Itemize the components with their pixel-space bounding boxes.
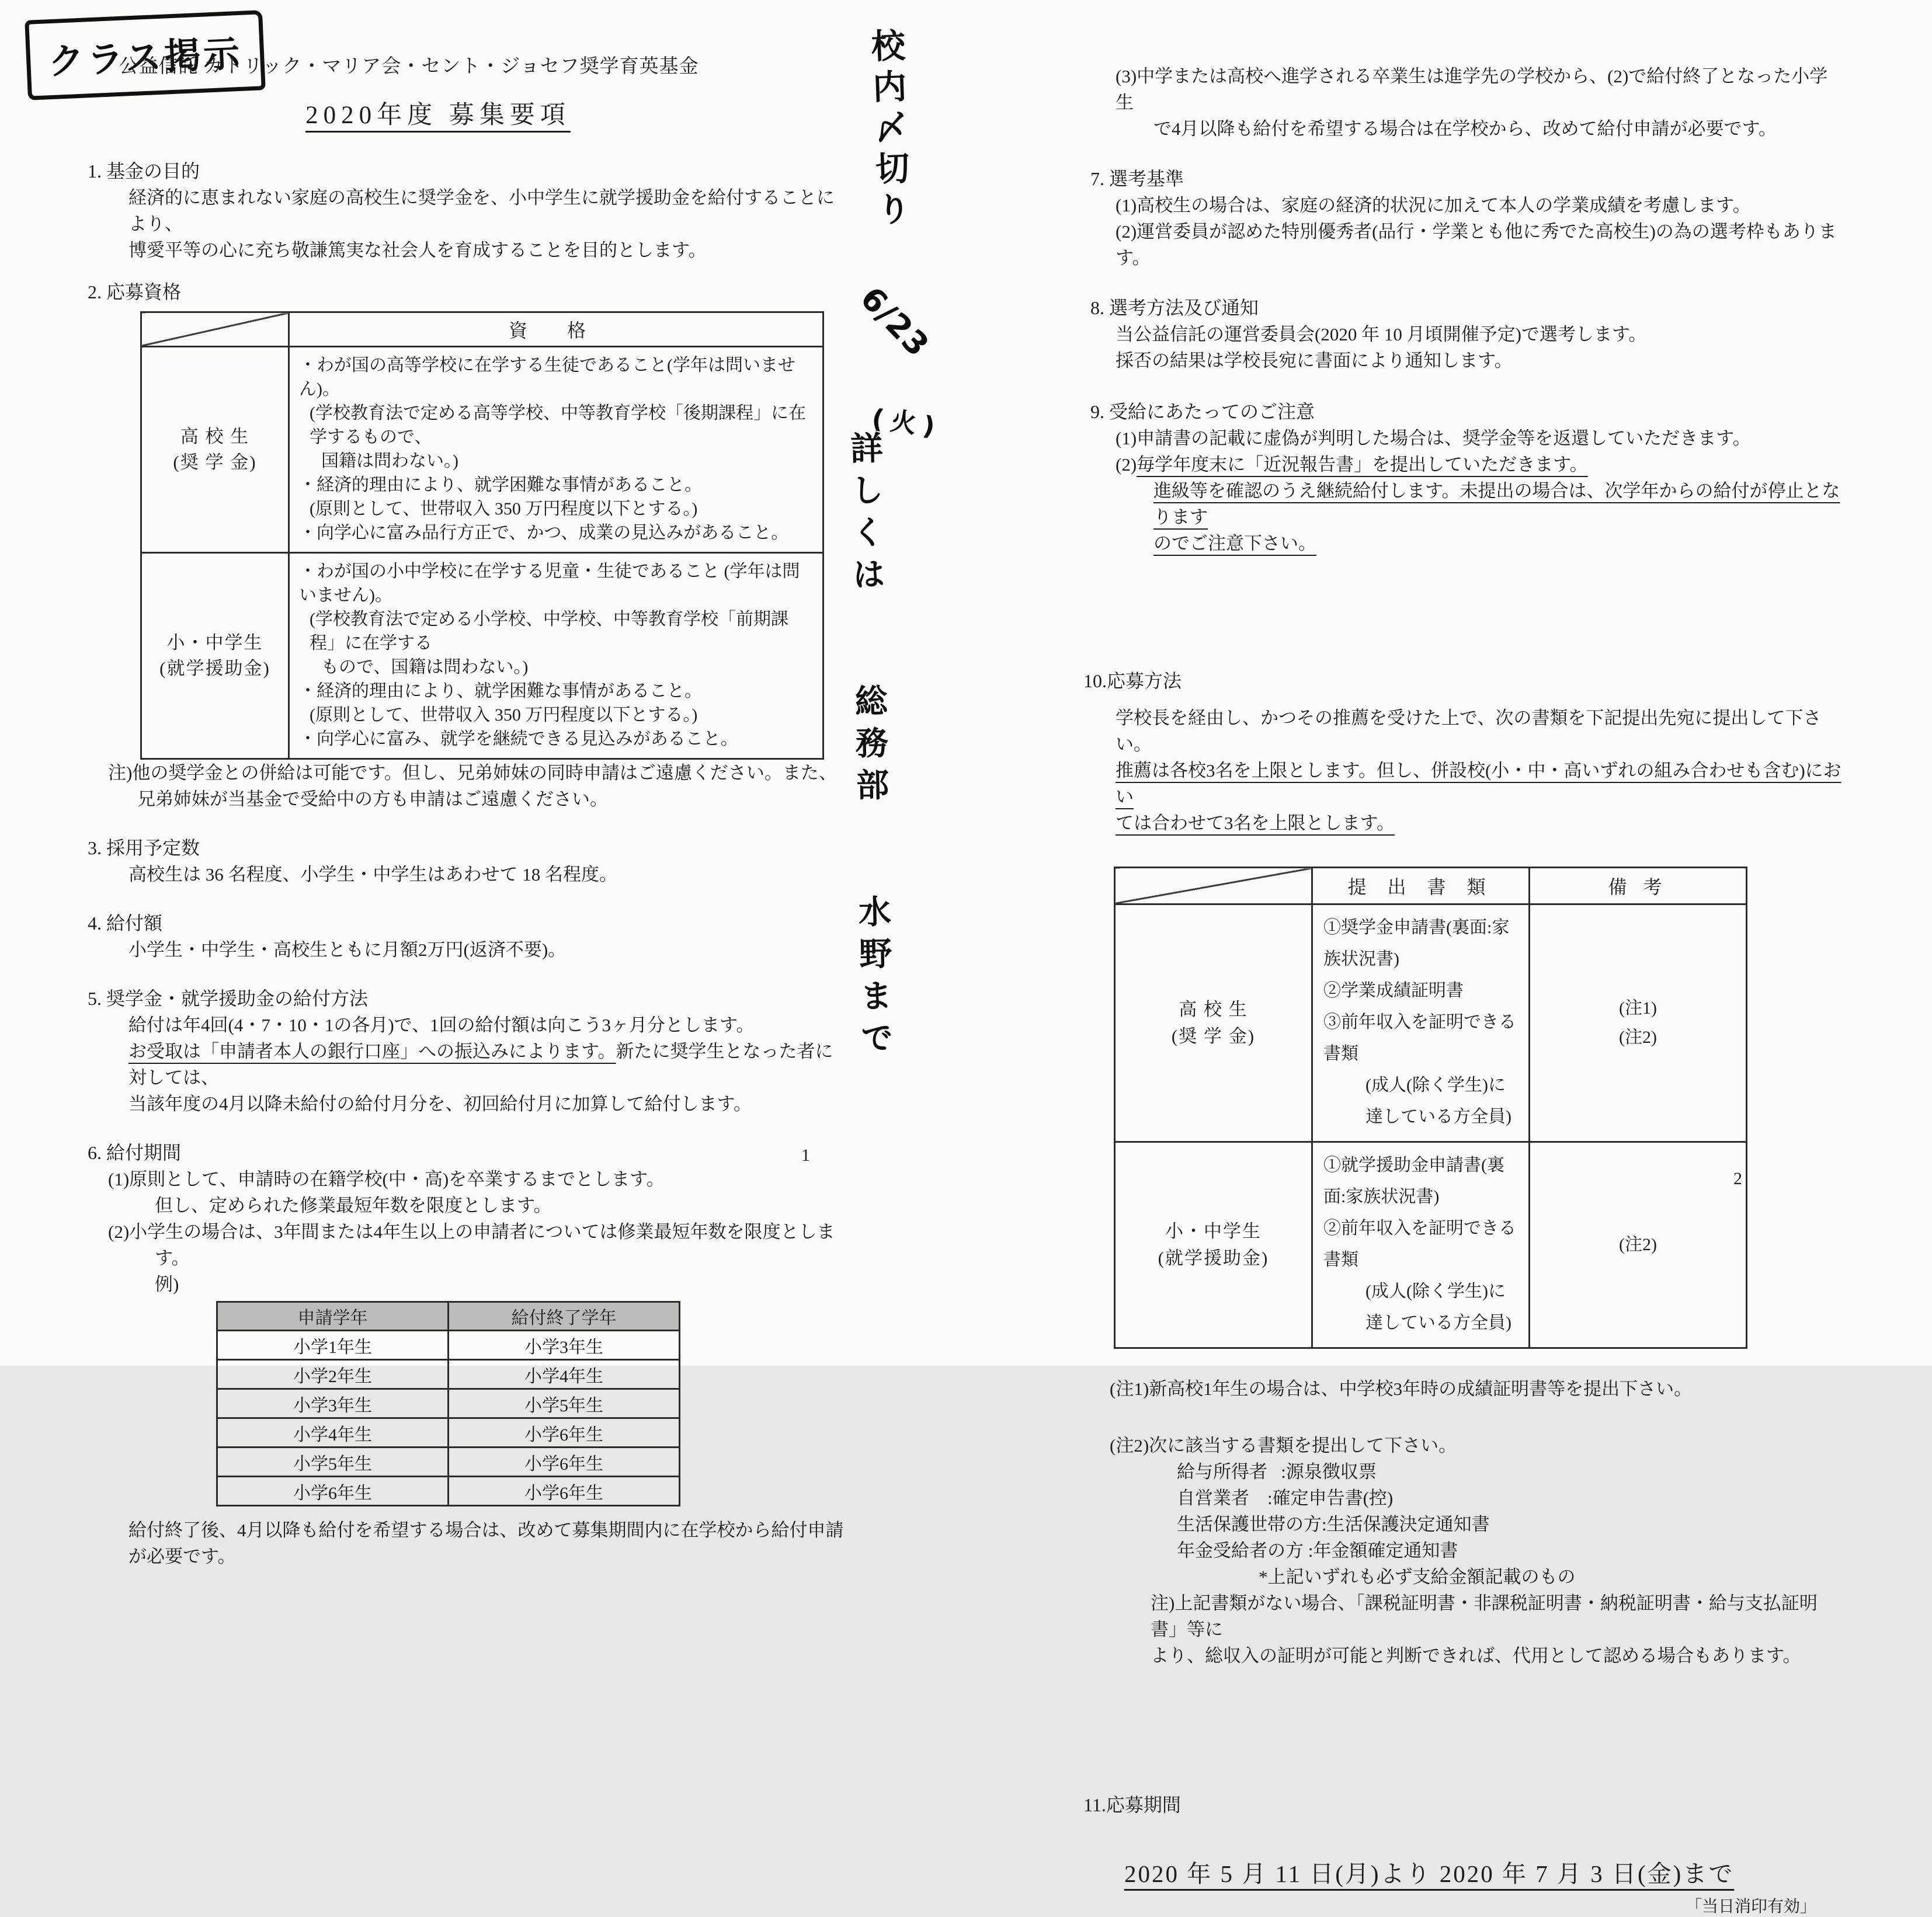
eligibility-line: 国籍は問わない。) [321,451,458,471]
grade-table [216,1301,680,1507]
section-3-heading: 3. 採用予定数 [88,837,200,858]
doc-title [67,95,809,131]
row-label-line: (就学援助金) [1158,1248,1269,1268]
section-4-line: 小学生・中学生・高校生ともに月額2万円(返済不要)。 [128,940,567,960]
row-label-line: 小・中学生 [166,632,263,653]
row-label-line: 高 校 生 [1179,999,1248,1020]
page-1-footer-line: が必要です。 [128,1546,236,1567]
remark-line: (注1) [1619,998,1657,1018]
grade-cell: 小学1年生 [217,1331,449,1360]
handwritten-contact-note [840,430,898,1063]
page-2 [1083,39,1843,1917]
section-9-line [1116,451,1843,478]
section-1-line: 博愛平等の心に充ち敬謙篤実な社会人を育成することを目的とします。 [128,240,707,260]
grade-cell: 小学5年生 [217,1448,449,1477]
org-title: 公益信託 カトリック・マリア会・セント・ジョセフ奨学育英基金 [119,56,699,77]
eligibility-line: (原則として、世帯収入 350 万円程度以下とする。) [310,705,698,725]
section-5-line: 当該年度の4月以降未給付の給付月分を、初回給付月に加算して給付します。 [128,1094,752,1114]
page-1-footer-line: 給付終了後、4月以降も給付を希望する場合は、改めて募集期間内に在学校から給付申請 [128,1520,844,1540]
eligibility-line: (学校教育法で定める高等学校、中等教育学校「後期課程」に在学するもので、 [310,403,806,447]
contact-department: 総務部 [849,683,889,810]
handwritten-deadline-note [841,27,943,441]
eligibility-table-header-row [141,312,823,347]
submission-table-header-docs: 提 出 書 類 [1312,868,1530,904]
doc-title-text: 2020年度 募集要項 [305,102,571,129]
page-number-1: 1 [801,1146,810,1165]
eligibility-line: ・向学心に富み品行方正で、かつ、成業の見込みがあること。 [299,523,789,542]
eligibility-line: ・経済的理由により、就学困難な事情があること。 [299,681,702,701]
plain-text: 新たに奨学生となった者に対しては、 [128,1041,833,1088]
submission-table-diagonal-cell [1115,868,1312,904]
grade-cell: 小学6年生 [449,1477,680,1506]
row-label-line: (奨 学 金) [1171,1026,1256,1046]
section-9-line [1153,478,1843,530]
underlined-text: 推薦は各校3名を上限とします。但し、併設校(小・中・高いずれの組み合わせも含む)におい [1116,760,1841,807]
section-3-line: 高校生は 36 名程度、小学生・中学生はあわせて 18 名程度。 [128,864,617,885]
doc-line: (成人(除く学生)に達している方全員) [1365,1282,1511,1332]
section-6-line: (2)小学生の場合は、3年間または4年生以上の申請者については修業最短年数を限度としま [108,1222,835,1242]
section-9-line [1153,530,1843,556]
section-10-line [1116,810,1843,836]
section-2-note: 注)他の奨学金との併給は可能です。但し、兄弟姉妹の同時申請はご遠慮ください。また、 [108,763,837,783]
row-label-elementary [1115,1142,1312,1348]
grade-cell: 小学4年生 [449,1360,680,1389]
remark-line: (注2) [1619,1235,1657,1254]
grade-cell: 小学3年生 [217,1389,449,1418]
underlined-text: お受取は「申請者本人の銀行口座」への振込みによります。 [128,1041,616,1062]
row-label-highschool [1115,904,1312,1142]
row-label-highschool [141,347,289,553]
underlined-text: のでご注意下さい。 [1153,533,1316,554]
section-5-line [128,1038,844,1091]
contact-person: 水野まで [853,894,894,1063]
note-2-item: 年金受給者の方 :年金額確定通知書 [1177,1540,1458,1561]
application-period-date: 2020 年 5 月 11 日(月)より 2020 年 7 月 3 日(金)まで [1124,1860,1735,1887]
section-10-line [1116,757,1843,810]
grade-table-row [217,1360,680,1389]
page-number-2: 2 [1733,1169,1742,1188]
eligibility-line: ・向学心に富み、就学を継続できる見込みがあること。 [299,729,738,749]
note-2-item: 給与所得者 :源泉徴収票 [1177,1462,1377,1482]
grade-cell: 小学6年生 [217,1477,449,1506]
grade-table-row [217,1418,680,1448]
eligibility-line: ・わが国の高等学校に在学する生徒であること(学年は問いません)。 [299,356,795,399]
section-4-heading: 4. 給付額 [88,913,163,934]
row-label-line: (奨 学 金) [173,452,257,472]
remarks-elementary [1530,1142,1747,1348]
eligibility-table-header: 資 格 [289,312,823,347]
remark-line: (注2) [1619,1028,1657,1047]
doc-line: ①奨学金申請書(裏面:家族状況書) [1323,918,1510,969]
note-2-sub-line: 注)上記書類がない場合、「課税証明書・非課税証明書・納税証明書・給与支払証明書」等に [1151,1593,1818,1640]
deadline-date: 6/23 [853,280,937,364]
eligibility-line: もので、国籍は問わない。) [321,657,529,677]
grade-table-row [217,1448,680,1477]
section-1-heading: 1. 基金の目的 [88,161,200,182]
section-7-heading: 7. 選考基準 [1090,168,1184,189]
section-8-line: 採否の結果は学校長宛に書面により通知します。 [1116,350,1513,371]
page-1 [67,34,844,1570]
row-content-highschool [289,347,823,553]
section-7-line: (2)運営委員が認めた特別優秀者(品行・学業とも他に秀でた高校生)の為の選考枠もあります。 [1116,221,1837,268]
grade-cell: 小学6年生 [449,1418,680,1448]
section-2-heading: 2. 応募資格 [88,281,182,302]
eligibility-table [140,311,824,760]
eligibility-line: (学校教育法で定める小学校、中学校、中等教育学校「前期課程」に在学する [310,610,788,653]
grade-cell: 小学6年生 [449,1448,680,1477]
table-row [1115,1142,1747,1348]
grade-table-header: 申請学年 [217,1302,449,1331]
row-label-elementary [141,553,289,759]
section-7-line: (1)高校生の場合は、家庭の経済的状況に加えて本人の学業成績を考慮します。 [1116,195,1751,215]
grade-table-header: 給付終了学年 [449,1302,680,1331]
section-6-continuation-line: (3)中学または高校へ進学される卒業生は進学先の学校から、(2)で給付終了となった小学生 [1116,66,1828,113]
doc-line: (成人(除く学生)に達している方全員) [1365,1076,1511,1126]
submission-table-header-row [1115,868,1747,904]
doc-line: ②学業成績証明書 [1323,981,1464,1000]
section-6-line: (1)原則として、申請時の在籍学校(中・高)を卒業するまでとします。 [108,1169,665,1189]
submission-documents-table [1114,867,1747,1349]
section-6-example-label: 例) [155,1274,179,1295]
underlined-text: ては合わせて3名を上限とします。 [1116,813,1395,833]
section-10-line: 学校長を経由し、かつその推薦を受けた上で、次の書類を下記提出先宛に提出して下さい。 [1116,708,1822,754]
remarks-highschool [1530,904,1747,1142]
row-label-line: (就学援助金) [159,658,270,679]
grade-cell: 小学3年生 [449,1331,680,1360]
doc-line: ③前年収入を証明できる書類 [1323,1013,1516,1063]
note-2-item: 自営業者 :確定申告書(控) [1177,1488,1394,1508]
row-label-line: 小・中学生 [1165,1221,1262,1241]
deadline-text: 校内〆切り [864,27,912,234]
grade-cell: 小学5年生 [449,1389,680,1418]
submission-table-header-remarks: 備 考 [1530,868,1747,904]
note-2-item: 生活保護世帯の方:生活保護決定通知書 [1177,1514,1490,1535]
table-row [141,553,823,759]
eligibility-line: ・経済的理由により、就学困難な事情があること。 [299,475,702,495]
eligibility-line: ・わが国の小中学校に在学する児童・生徒であること (学年は問いません)。 [299,562,800,605]
grade-table-row [217,1389,680,1418]
doc-line: ①就学援助金申請書(裏面:家族状況書) [1323,1156,1504,1206]
contact-text: 詳しくは [845,430,886,600]
section-6-heading: 6. 給付期間 [88,1142,182,1163]
docs-highschool [1312,904,1530,1142]
grade-cell: 小学4年生 [217,1418,449,1448]
row-label-line: 高 校 生 [180,426,250,447]
section-1-line: 経済的に恵まれない家庭の高校生に奨学金を、小中学生に就学援助金を給付することにより、 [128,187,835,234]
section-10-heading: 10.応募方法 [1083,670,1182,691]
section-6-line: 但し、定められた修業最短年数を限度とします。 [155,1195,552,1216]
section-5-heading: 5. 奨学金・就学援助金の給付方法 [88,988,369,1009]
section-8-heading: 8. 選考方法及び通知 [1090,297,1259,318]
note-1: (注1)新高校1年生の場合は、中学校3年時の成績証明書等を提出下さい。 [1110,1379,1693,1399]
eligibility-line: (原則として、世帯収入 350 万円程度以下とする。) [310,499,698,519]
section-6-continuation-line: で4月以降も給付を希望する場合は在学校から、改めて給付申請が必要です。 [1153,119,1777,139]
note-2-sub-line: より、総収入の証明が可能と判断できれば、代用として認める場合もあります。 [1151,1645,1801,1666]
section-2-note: 兄弟姉妹が当基金で受給中の方も申請はご遠慮ください。 [137,789,608,809]
section-9-heading: 9. 受給にあたってのご注意 [1090,401,1315,422]
stamp-text: クラス掲示 [47,32,244,84]
table-row [141,347,823,553]
row-content-elementary [289,553,823,759]
section-6-line: す。 [155,1248,190,1268]
note-2-heading: (注2)次に該当する書類を提出して下さい。 [1110,1435,1457,1456]
table-row [1115,904,1747,1142]
grade-table-row [217,1477,680,1506]
item-number: (2) [1116,454,1137,475]
docs-elementary [1312,1142,1530,1348]
grade-table-header-row [217,1302,680,1331]
section-9-line: (1)申請書の記載に虚偽が判明した場合は、奨学金等を返還していただきます。 [1116,428,1751,448]
underlined-text: 毎学年度末に「近況報告書」を提出していただきます。 [1137,454,1588,475]
section-8-line: 当公益信託の運営委員会(2020 年 10 月頃開催予定)で選考します。 [1116,324,1647,345]
section-11-heading: 11.応募期間 [1083,1794,1181,1815]
deadline-weekday: (火) [870,403,944,443]
underlined-text: 進級等を確認のうえ継続給付します。未提出の場合は、次学年からの給付が停止となります [1153,481,1840,527]
note-2-star-line: *上記いずれも必ず支給金額記載のもの [1259,1567,1576,1587]
section-5-line: 給付は年4回(4・7・10・1の各月)で、1回の給付額は向こう3ヶ月分とします。 [128,1015,755,1035]
eligibility-table-diagonal-cell [141,312,289,347]
doc-line: ②前年収入を証明できる書類 [1323,1219,1516,1269]
grade-cell: 小学2年生 [217,1360,449,1389]
postmark-note: 「当日消印有効」 [1685,1898,1816,1916]
grade-table-row [217,1331,680,1360]
